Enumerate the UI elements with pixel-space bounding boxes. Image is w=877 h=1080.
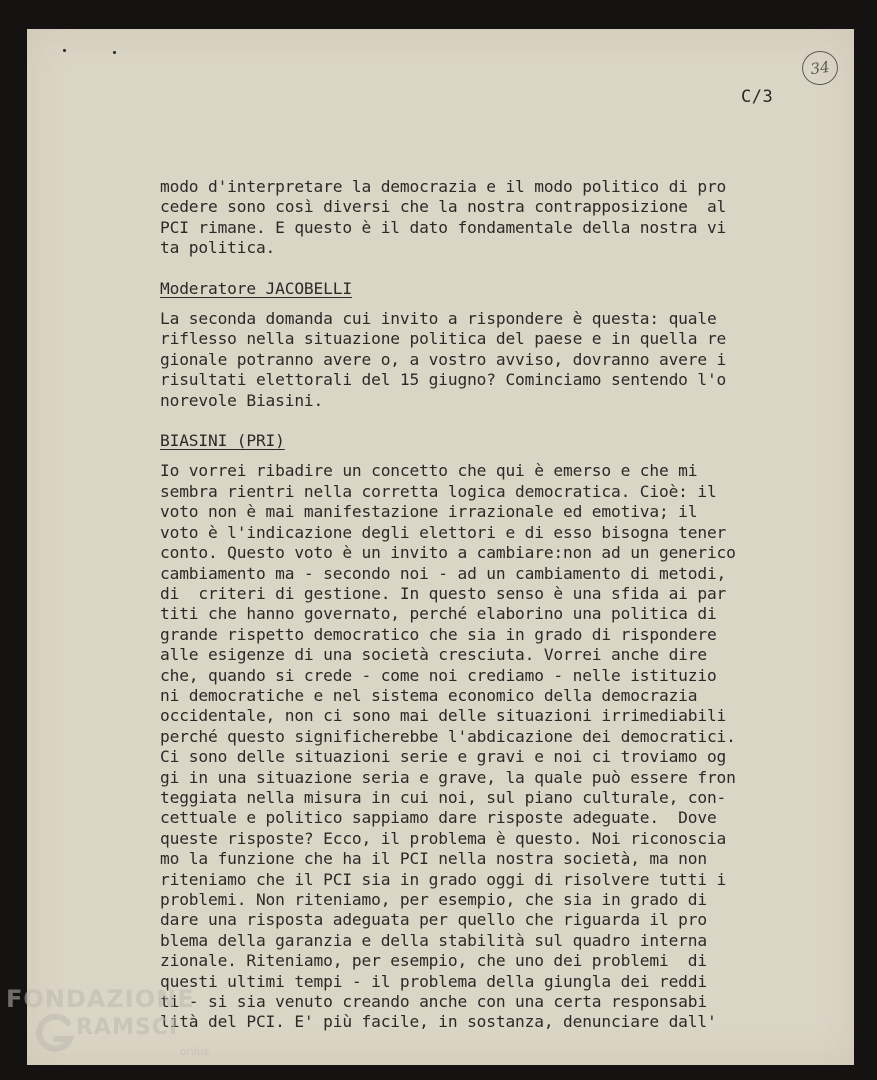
text-line: riflesso nella situazione politica del paese e in quella re xyxy=(160,329,727,349)
text-line: voto è l'indicazione degli elettori e di esso bisogna tener xyxy=(160,522,727,542)
text-line: ta politica. xyxy=(160,238,276,258)
text-line: sembra rientri nella corretta logica democratica. Cioè: il xyxy=(160,481,717,501)
text-line: problemi. Non riteniamo, per esempio, che sia in grado di xyxy=(160,890,707,909)
text-line: gionale potranno avere o, a vostro avviso, dovranno avere i xyxy=(160,349,727,369)
text-line: lità del PCI. E' più facile, in sostanza, denunciare dall' xyxy=(160,1012,717,1032)
speck-mark xyxy=(63,49,66,52)
block-spacer xyxy=(160,411,810,431)
text-line: riteniamo che il PCI sia in grado oggi di risolvere tutti i xyxy=(160,869,727,889)
transcript-body xyxy=(160,177,810,1033)
document-page xyxy=(27,29,854,1065)
watermark-title: FONDAZIONE xyxy=(6,985,195,1013)
text-line: ti - si sia venuto creando anche con una certa responsabi xyxy=(160,992,707,1012)
text-line: voto non è mai manifestazione irrazionale ed emotiva; il xyxy=(160,502,698,522)
speaker-heading: BIASINI (PRI) xyxy=(160,431,285,451)
text-line: blema della garanzia e della stabilità sul quadro interna xyxy=(160,930,707,950)
text-line: ni democratiche e nel sistema economico della democrazia xyxy=(160,685,698,705)
text-line: conto. Questo voto è un invito a cambiare:non ad un generico xyxy=(160,543,736,563)
paragraph xyxy=(160,177,810,259)
watermark-subtitle: RAMSCI xyxy=(76,1015,179,1040)
text-line: Io vorrei ribadire un concetto che qui è emerso e che mi xyxy=(160,461,698,481)
text-line: risultati elettorali del 15 giugno? Cominciamo sentendo l'o xyxy=(160,370,727,390)
text-line: zionale. Riteniamo, per esempio, che uno dei problemi di xyxy=(160,951,707,971)
text-line: gi in una situazione seria e grave, la quale può essere fron xyxy=(160,767,736,787)
text-line: di criteri di gestione. In questo senso è una sfida ai par xyxy=(160,583,727,603)
text-line: titi che hanno governato, perché elaborino una politica di xyxy=(160,604,717,624)
text-line: questi ultimi tempi - il problema della giungla dei reddi xyxy=(160,971,707,991)
block-spacer xyxy=(160,451,810,461)
text-line: grande rispetto democratico che sia in grado di rispondere xyxy=(160,624,717,644)
paragraph xyxy=(160,461,810,1032)
archive-page-stamp: 34 xyxy=(800,49,840,88)
text-line: PCI rimane. E questo è il dato fondamentale della nostra vi xyxy=(160,217,727,237)
text-line: modo d'interpretare la democrazia e il modo politico di pro xyxy=(160,177,727,196)
text-line: cambiamento ma - secondo noi - ad un cambiamento di metodi, xyxy=(160,563,727,583)
watermark-tagline: onlus xyxy=(180,1045,210,1058)
text-line: dare una risposta adeguata per quello che riguarda il pro xyxy=(160,910,707,930)
speaker-heading: Moderatore JACOBELLI xyxy=(160,278,352,298)
text-line: Ci sono delle situazioni serie e gravi e noi ci troviamo og xyxy=(160,747,727,767)
speck-mark xyxy=(113,51,116,54)
block-spacer xyxy=(160,299,810,309)
text-line: che, quando si crede - come noi crediamo - nelle istituzio xyxy=(160,665,717,685)
text-line: La seconda domanda cui invito a rispondere è questa: quale xyxy=(160,309,717,329)
text-line: norevole Biasini. xyxy=(160,390,324,410)
text-line: occidentale, non ci sono mai delle situazioni irrimediabili xyxy=(160,706,727,726)
text-line: cettuale e politico sappiamo dare risposte adeguate. Dove xyxy=(160,808,717,828)
text-line: alle esigenze di una società cresciuta. Vorrei anche dire xyxy=(160,645,707,665)
text-line: cedere sono così diversi che la nostra contrapposizione al xyxy=(160,197,727,217)
page-reference: C/3 xyxy=(741,87,774,107)
text-line: perché questo significherebbe l'abdicazione dei democratici. xyxy=(160,726,736,746)
block-spacer xyxy=(160,259,810,279)
text-line: mo la funzione che ha il PCI nella nostra società, ma non xyxy=(160,849,707,869)
text-line: queste risposte? Ecco, il problema è questo. Noi riconoscia xyxy=(160,828,727,848)
paragraph xyxy=(160,309,810,411)
text-line: teggiata nella misura in cui noi, sul piano culturale, con- xyxy=(160,787,727,807)
